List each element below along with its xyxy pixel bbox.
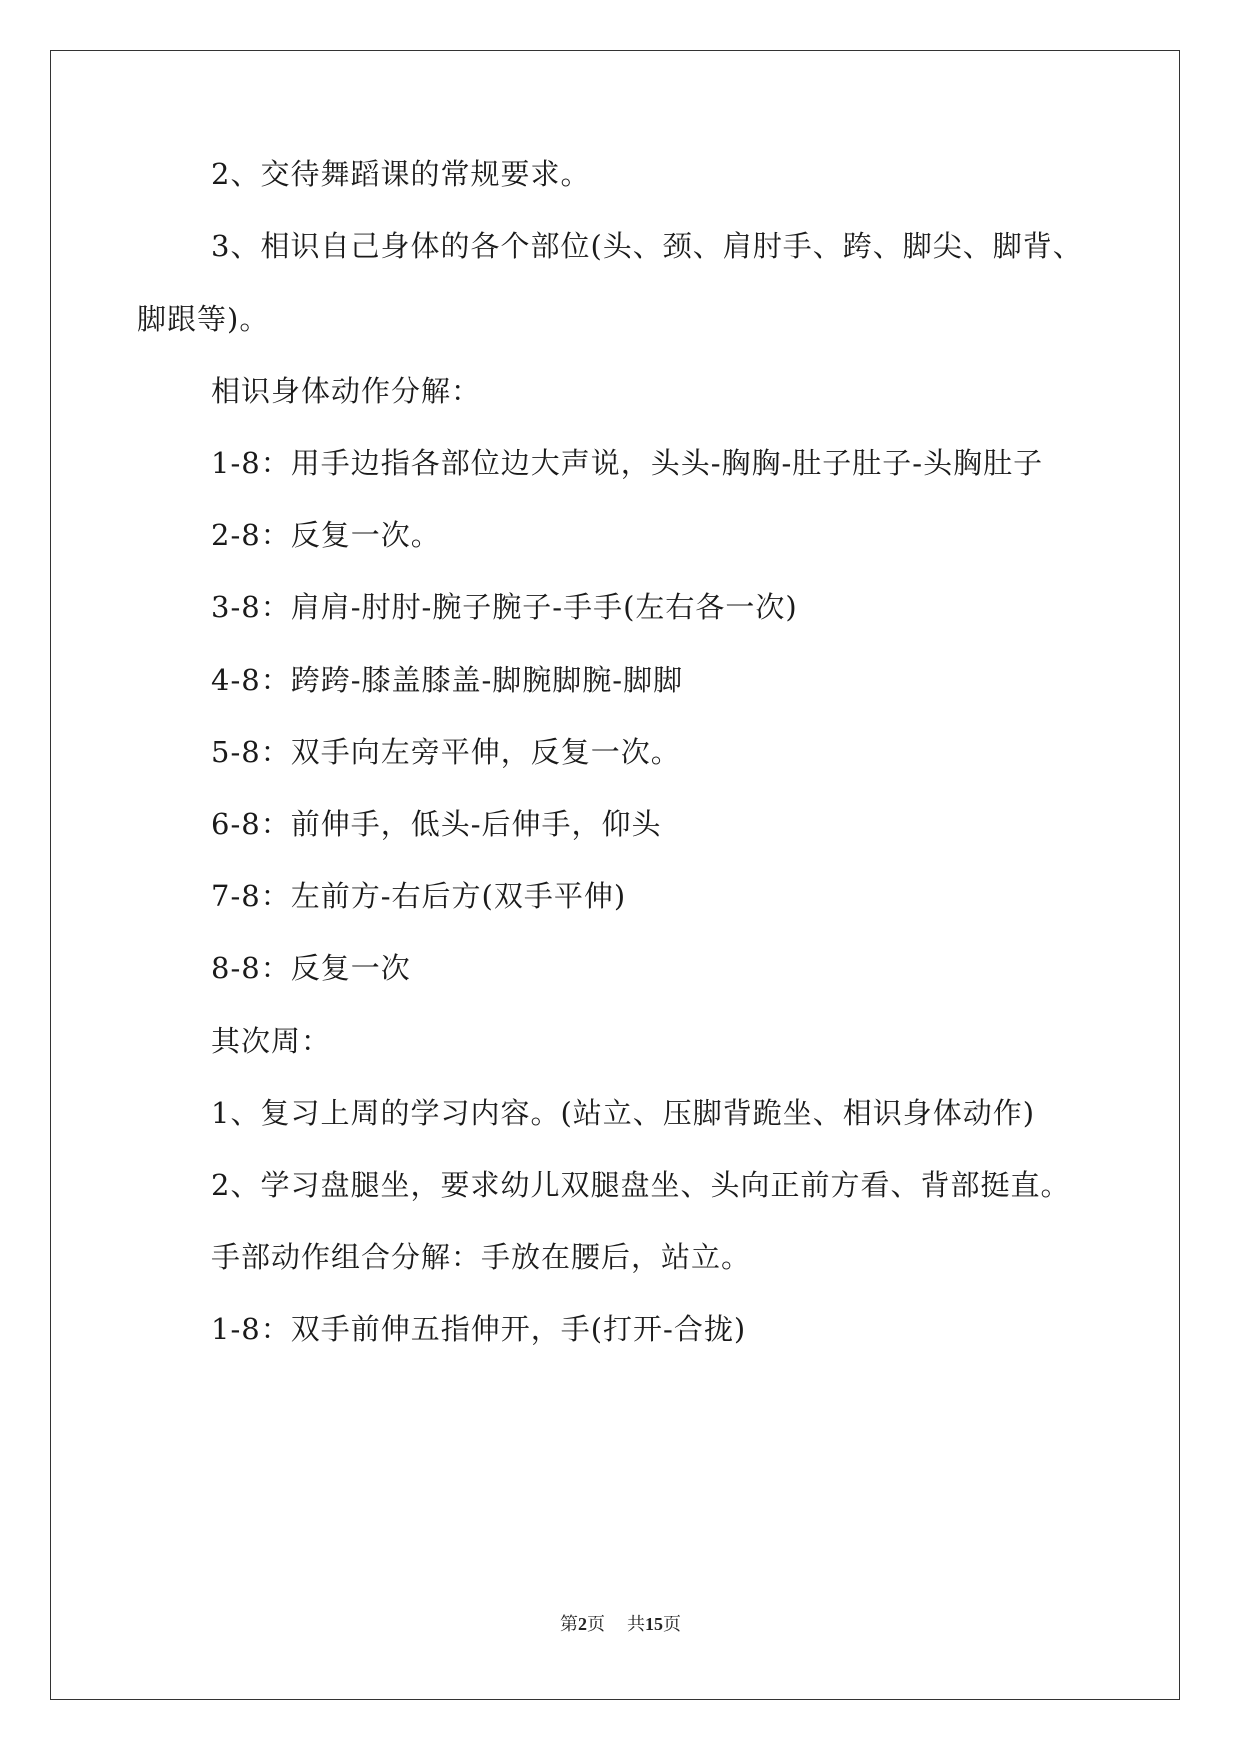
text-line-8: 4-8：跨跨-膝盖膝盖-脚腕脚腕-脚脚 <box>211 663 684 697</box>
text-line-15: 2、学习盘腿坐，要求幼儿双腿盘坐、头向正前方看、背部挺直。 <box>211 1168 1071 1202</box>
text-line-11: 7-8：左前方-右后方(双手平伸) <box>211 879 627 913</box>
footer-page-prefix: 第 <box>560 1614 578 1635</box>
text-line-12: 8-8：反复一次 <box>211 951 411 985</box>
footer-total-pages: 15 <box>645 1614 663 1634</box>
text-line-16: 手部动作组合分解：手放在腰后，站立。 <box>211 1240 752 1274</box>
text-line-6: 2-8：反复一次。 <box>211 518 441 552</box>
text-line-2: 3、相识自己身体的各个部位(头、颈、肩肘手、跨、脚尖、脚背、 <box>211 229 1083 263</box>
text-line-10: 6-8：前伸手，低头-后伸手，仰头 <box>211 807 662 841</box>
document-body <box>51 51 1179 1699</box>
text-line-9: 5-8：双手向左旁平伸，反复一次。 <box>211 735 681 769</box>
text-line-13: 其次周： <box>211 1024 332 1058</box>
footer-page-number: 2 <box>578 1614 587 1634</box>
footer-page-suffix: 页 <box>587 1614 605 1635</box>
page-frame <box>50 50 1180 1700</box>
text-line-3: 脚跟等)。 <box>137 302 270 336</box>
text-line-5: 1-8：用手边指各部位边大声说，头头-胸胸-肚子肚子-头胸肚子 <box>211 446 1044 480</box>
text-line-14: 1、复习上周的学习内容。(站立、压脚背跪坐、相识身体动作) <box>211 1096 1036 1130</box>
text-line-7: 3-8：肩肩-肘肘-腕子腕子-手手(左右各一次) <box>211 590 798 624</box>
text-line-1: 2、交待舞蹈课的常规要求。 <box>211 157 591 191</box>
text-line-4: 相识身体动作分解： <box>211 374 482 408</box>
page-footer <box>0 1612 1241 1637</box>
footer-total-suffix: 页 <box>663 1614 681 1635</box>
footer-total-prefix: 共 <box>627 1614 645 1635</box>
text-line-17: 1-8：双手前伸五指伸开，手(打开-合拢) <box>211 1312 747 1346</box>
